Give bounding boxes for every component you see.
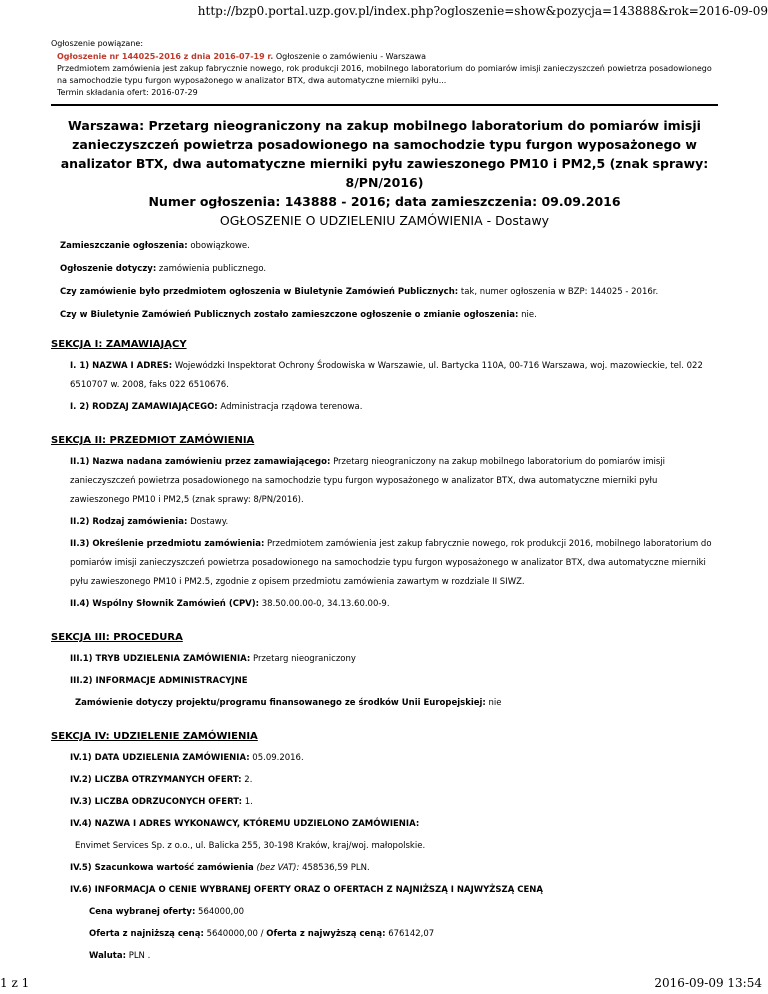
meta-row: Czy zamówienie było przedmiotem ogłoszenia w Biuletynie Zamówień Publicznych: tak, numer ogłoszenia w BZP: 144025 - 2016r.	[60, 287, 659, 297]
field-iii2-eu: Zamówienie dotyczy projektu/programu finansowanego ze środków Unii Europejskiej: nie	[75, 698, 502, 708]
related-notice	[51, 38, 718, 99]
currency: Waluta: PLN .	[89, 951, 151, 961]
section-3-body	[51, 650, 718, 713]
section-4-title: SEKCJA IV: UDZIELENIE ZAMÓWIENIA	[51, 731, 258, 742]
section-3-title: SEKCJA III: PROCEDURA	[51, 632, 183, 643]
related-notice-deadline: Termin składania ofert: 2016-07-29	[57, 88, 198, 97]
contractor: Envimet Services Sp. z o.o., ul. Balicka 255, 30-198 Kraków, kraj/woj. małopolskie.	[75, 841, 426, 851]
field-i1: I. 1) NAZWA I ADRES: Wojewódzki Inspektorat Ochrony Środowiska w Warszawie, ul. Bartycka 110A, 00-716 Warszawa, woj. mazowieckie, tel. 022 6510707 w. 2008, faks 022 6510676.	[70, 361, 703, 390]
price-range: Oferta z najniższą ceną: 5640000,00 / Oferta z najwyższą ceną: 676142,07	[89, 929, 435, 939]
meta-row: Ogłoszenie dotyczy: zamówienia publicznego.	[60, 264, 267, 274]
field-ii1: II.1) Nazwa nadana zamówieniu przez zamawiającego: Przetarg nieograniczony na zakup mobilnego laboratorium do pomiarów imisji zanieczyszczeń powietrza posadowionego na samochodzie typu furgon wyposażonego w analizator BTX, dwa automatyczne mierniki pyłu zawieszonego PM10 i PM2,5 (znak sprawy: 8/PN/2016).	[70, 457, 666, 505]
field-iv5: IV.5) Szacunkowa wartość zamówienia (bez VAT): 458536,59 PLN.	[70, 863, 370, 873]
notice-title: Warszawa: Przetarg nieograniczony na zakup mobilnego laboratorium do pomiarów imisji zanieczyszczeń powietrza posadowionego na samochodzie typu furgon wyposażonego w analizator BTX, dwa automatyczne mierniki pyłu zawieszonego PM10 i PM2,5 (znak sprawy: 8/PN/2016)	[60, 118, 709, 190]
field-ii2: II.2) Rodzaj zamówienia: Dostawy.	[70, 517, 229, 527]
divider	[51, 104, 718, 106]
field-iii2: III.2) INFORMACJE ADMINISTRACYJNE	[70, 676, 248, 686]
meta-row: Zamieszczanie ogłoszenia: obowiązkowe.	[60, 241, 250, 251]
document-body	[51, 38, 718, 969]
meta-row: Czy w Biuletynie Zamówień Publicznych zostało zamieszczone ogłoszenie o zmianie ogłoszenia: nie.	[60, 310, 537, 320]
section-2-body	[51, 453, 718, 614]
price-selected: Cena wybranej oferty: 564000,00	[89, 907, 245, 917]
related-notice-description: Przedmiotem zamówienia jest zakup fabrycznie nowego, rok produkcji 2016, mobilnego laboratorium do pomiarów imisji zanieczyszczeń powietrza posadowionego na samochodzie typu furgon wyposażonego w analizator BTX, dwa automatyczne mierniki pyłu...	[57, 64, 712, 85]
notice-meta	[51, 240, 718, 321]
field-iv6: IV.6) INFORMACJA O CENIE WYBRANEJ OFERTY ORAZ O OFERTACH Z NAJNIŻSZĄ I NAJWYŻSZĄ CENĄ	[70, 885, 543, 895]
related-notice-link[interactable]: Ogłoszenie nr 144025-2016 z dnia 2016-07-19 r.	[57, 52, 274, 61]
section-1-body	[51, 357, 718, 417]
field-iv1: IV.1) DATA UDZIELENIA ZAMÓWIENIA: 05.09.2016.	[70, 753, 304, 763]
related-notice-body	[51, 51, 718, 99]
notice-heading	[51, 116, 718, 230]
field-ii3: II.3) Określenie przedmiotu zamówienia: Przedmiotem zamówienia jest zakup fabrycznie nowego, rok produkcji 2016, mobilnego laboratorium do pomiarów imisji zanieczyszczeń powietrza posadowionego na samochodzie typu furgon wyposażonego w analizator BTX, dwa automatyczne mierniki pyłu zawieszonego PM10 i PM2.5, zgodnie z opisem przedmiotu zamówienia zawartym w rozdziale II SIWZ.	[70, 539, 712, 587]
section-2-title: SEKCJA II: PRZEDMIOT ZAMÓWIENIA	[51, 435, 255, 446]
section-1-title: SEKCJA I: ZAMAWIAJĄCY	[51, 339, 187, 350]
field-iv3: IV.3) LICZBA ODRZUCONYCH OFERT: 1.	[70, 797, 253, 807]
related-notice-title: Ogłoszenie powiązane:	[51, 39, 144, 48]
notice-type: OGŁOSZENIE O UDZIELENIU ZAMÓWIENIA - Dostawy	[219, 213, 550, 228]
related-notice-type: Ogłoszenie o zamówieniu - Warszawa	[275, 52, 426, 61]
field-ii4: II.4) Wspólny Słownik Zamówień (CPV): 38.50.00.00-0, 34.13.60.00-9.	[70, 599, 390, 609]
field-i2: I. 2) RODZAJ ZAMAWIAJĄCEGO: Administracja rządowa terenowa.	[70, 402, 363, 412]
notice-number: Numer ogłoszenia: 143888 - 2016; data zamieszczenia: 09.09.2016	[148, 194, 621, 209]
field-iv4: IV.4) NAZWA I ADRES WYKONAWCY, KTÓREMU UDZIELONO ZAMÓWIENIA:	[70, 819, 420, 829]
section-4-body	[51, 749, 718, 966]
print-page-number: 1 z 1	[0, 976, 30, 990]
field-iv2: IV.2) LICZBA OTRZYMANYCH OFERT: 2.	[70, 775, 253, 785]
print-header-url: http://bzp0.portal.uzp.gov.pl/index.php?ogloszenie=show&pozycja=143888&rok=2016-09-09	[197, 4, 768, 18]
field-iii1: III.1) TRYB UDZIELENIA ZAMÓWIENIA: Przetarg nieograniczony	[70, 654, 356, 664]
print-datetime: 2016-09-09 13:54	[654, 976, 762, 990]
